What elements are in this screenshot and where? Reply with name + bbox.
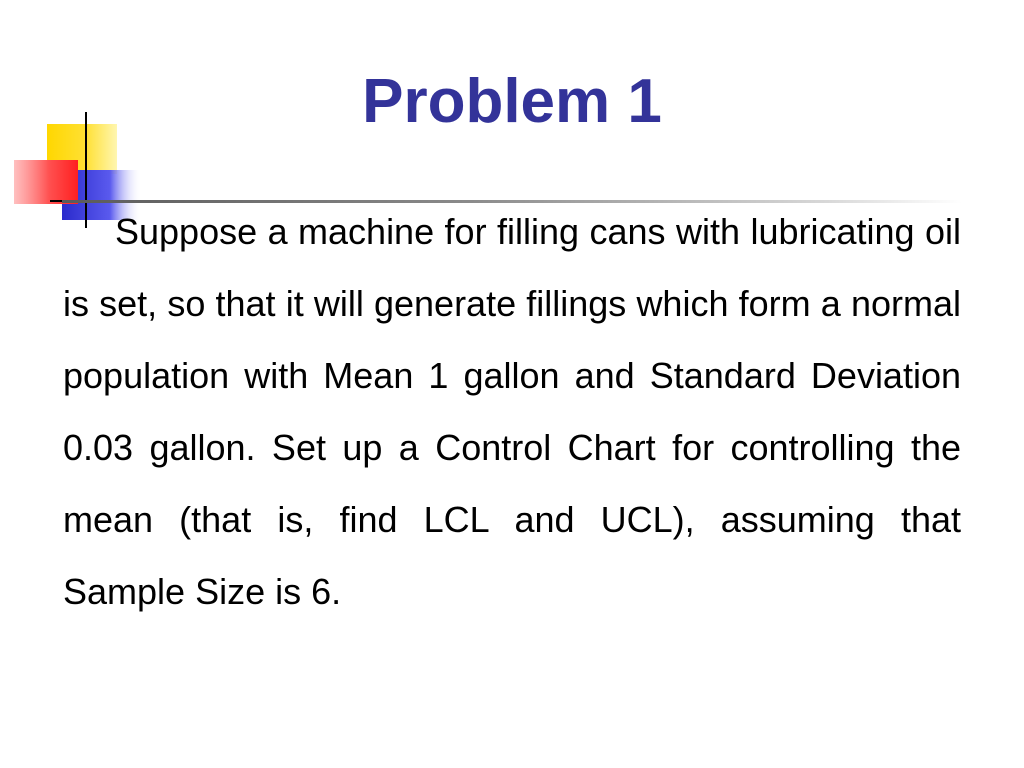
slide-title: Problem 1 xyxy=(362,67,662,136)
slide-body-text: Suppose a machine for filling cans with lubricating oil is set, so that it will generate fillings which form a normal population with Mean 1 gallon and Standard Deviation 0.03 gallon. Set up a Control Chart for controlling the mean (that is, find LCL and UCL), assuming that Sample Size is 6. xyxy=(63,211,961,612)
